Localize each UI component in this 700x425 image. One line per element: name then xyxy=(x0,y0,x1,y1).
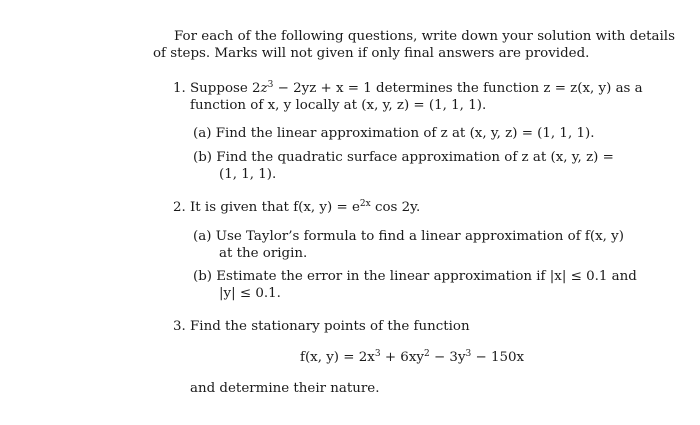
question-1b-line-1: (b) Find the quadratic surface approximation of z at (x, y, z) = xyxy=(193,150,614,165)
question-2a-line-1: (a) Use Taylor’s formula to find a linear approximation of f(x, y) xyxy=(193,229,624,244)
question-2b-line-1: (b) Estimate the error in the linear approximation if |x| ≤ 0.1 and xyxy=(193,269,637,284)
question-2-line-1: It is given that f(x, $y) = e^{2x}$ cos 2y. xyxy=(190,199,421,215)
question-3-line-1: Find the stationary points of the function xyxy=(190,319,470,334)
question-2-number: 2. xyxy=(173,200,186,215)
intro-line-2: of steps. Marks will not given if only final answers are provided. xyxy=(153,46,590,61)
question-1-number: 1. xyxy=(173,81,186,96)
intro-line-1: For each of the following questions, write down your solution with details xyxy=(174,29,675,44)
question-2b-line-2: |y| ≤ 0.1. xyxy=(219,286,281,301)
question-3-equation: f(x, $y) = 2x^3 + 6xy^2 - 3y^3 - 150x$ xyxy=(300,349,525,365)
question-3-number: 3. xyxy=(173,319,186,334)
question-1-line-2: function of x, y locally at (x, y, z) = (1, 1, 1). xyxy=(190,98,487,113)
question-2a-line-2: at the origin. xyxy=(219,246,308,261)
question-1b-line-2: (1, 1, 1). xyxy=(219,167,277,182)
question-3-line-3: and determine their nature. xyxy=(190,381,380,396)
question-1a: (a) Find the linear approximation of z at (x, y, z) = (1, 1, 1). xyxy=(193,126,595,141)
question-1-line-1: Suppose $2z^3 - 2yz + x = 1$ determines the function z = z(x, y) as a xyxy=(190,80,643,96)
